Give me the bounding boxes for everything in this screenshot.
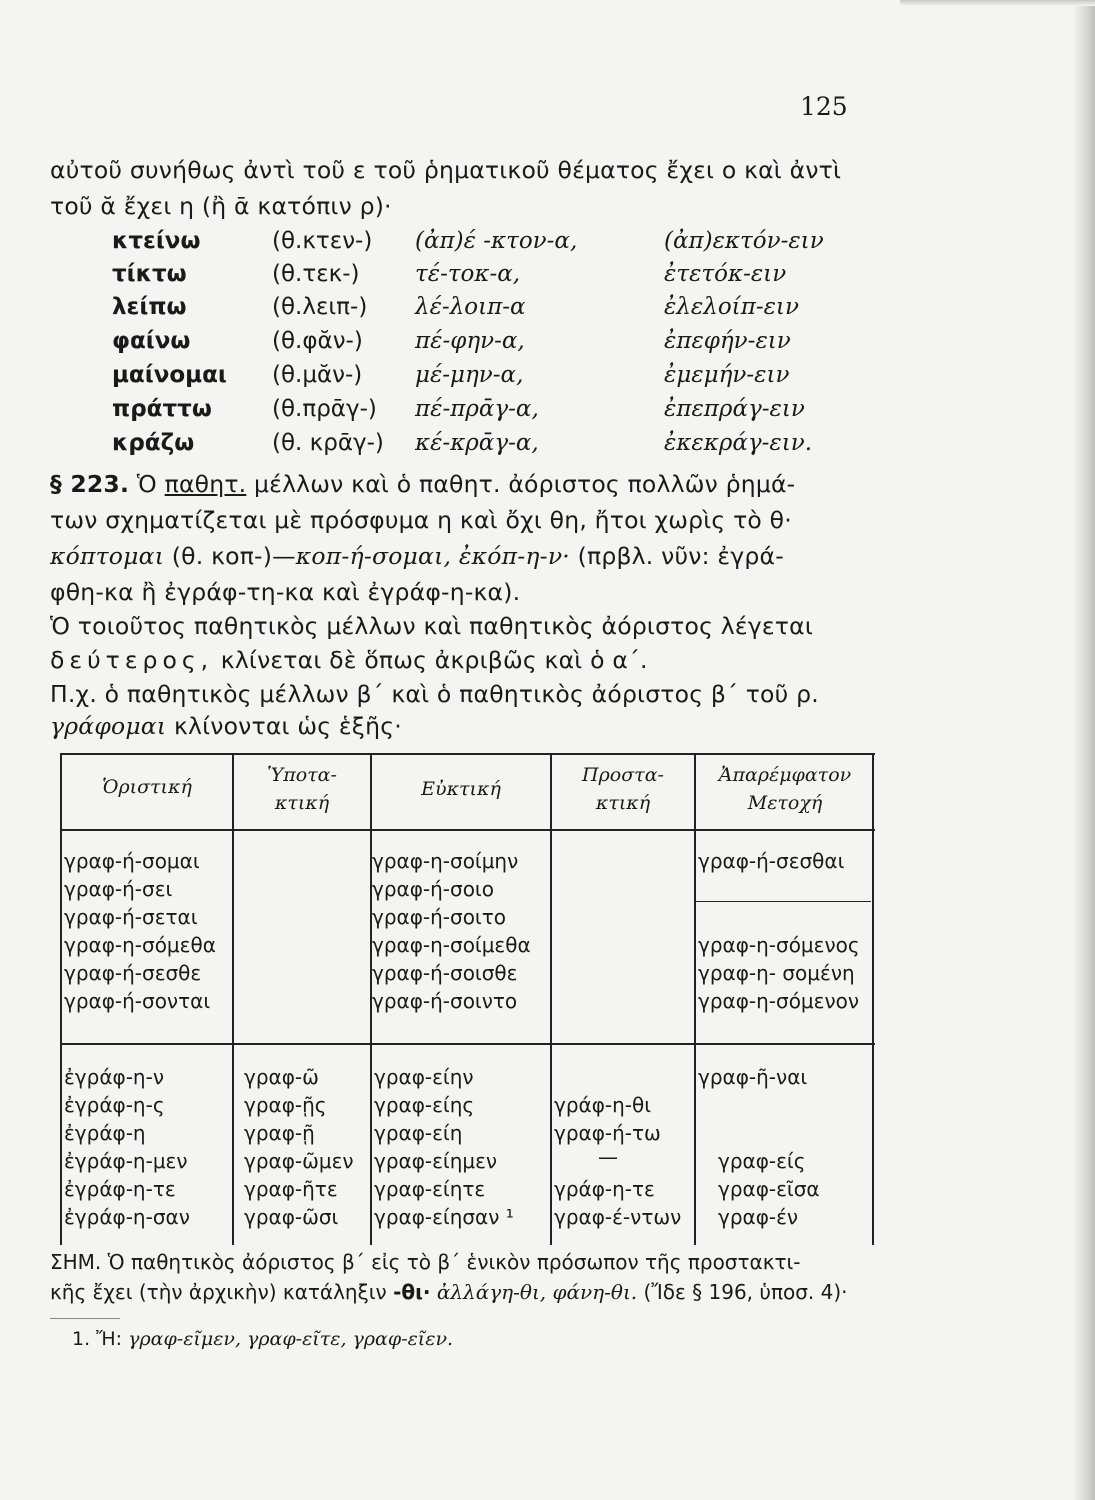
table-cell: γραφ-ή-σοιο bbox=[372, 877, 494, 901]
page-edge-shadow bbox=[1073, 0, 1095, 1500]
verb-perfect: πέ-φην-α, bbox=[415, 328, 525, 354]
table-cell: γραφ-ῇς bbox=[244, 1093, 327, 1117]
table-col-line bbox=[872, 753, 874, 1245]
verb: λείπω bbox=[112, 294, 187, 320]
note-line-1: ΣΗΜ. Ὁ παθητικὸς ἀόριστος β΄ εἰς τὸ β΄ ἑνικὸν πρόσωπον τῆς προστακτι- bbox=[50, 1250, 801, 1274]
table-cell: γραφ-είς bbox=[718, 1149, 806, 1173]
table-col-line bbox=[694, 753, 696, 1245]
paragraph-line bbox=[50, 542, 784, 570]
verb-theme: (θ.τεκ-) bbox=[272, 261, 360, 287]
table-cell: γραφ-ή-σονται bbox=[64, 989, 211, 1013]
footnote-rule bbox=[50, 1318, 120, 1319]
verb-pluperfect: ἐμεμήν-ειν bbox=[664, 362, 790, 388]
table-cell: γραφ-ή-σοιτο bbox=[372, 905, 506, 929]
text-span: παθητ. bbox=[164, 470, 247, 498]
header-participle: Μετοχή bbox=[747, 792, 823, 814]
note-line-2 bbox=[50, 1280, 848, 1304]
table-cell: ἐγράφ-η-τε bbox=[64, 1177, 176, 1201]
paragraph-line: φθη-κα ἢ ἐγράφ-τη-κα καὶ ἐγράφ-η-κα). bbox=[50, 578, 521, 606]
verb-perfect: (ἀπ)έ -κτον-α, bbox=[415, 228, 578, 254]
page-number: 125 bbox=[800, 92, 848, 121]
table-cell: γραφ-ῶμεν bbox=[244, 1149, 354, 1173]
verb-perfect: μέ-μην-α, bbox=[415, 362, 524, 388]
table-cell: γραφ-η- σομένη bbox=[698, 961, 855, 985]
text-span: κῆς ἔχει (τὴν ἀρχικὴν) κατάληξιν bbox=[50, 1280, 394, 1304]
text-span: (θ. κοπ-)— bbox=[164, 542, 296, 570]
text-span: κλίνεται δὲ ὅπως ἀκριβῶς καὶ ὁ α΄. bbox=[213, 646, 648, 674]
verb: φαίνω bbox=[112, 328, 191, 354]
table-cell: γραφ-είητε bbox=[374, 1177, 486, 1201]
intro-line-2: τοῦ ᾰ ἔχει η (ἢ ᾱ κατόπιν ρ)· bbox=[50, 192, 392, 220]
table-cell: γραφ-η-σόμενον bbox=[698, 989, 860, 1013]
verb-theme: (θ.λειπ-) bbox=[272, 294, 368, 320]
verb: κράζω bbox=[112, 430, 195, 456]
examples: ἀλλάγη-θι, φάνη-θι. bbox=[430, 1280, 638, 1304]
header-optative: Εὐκτική bbox=[421, 778, 501, 800]
table-cell: γραφ-ῆτε bbox=[244, 1177, 338, 1201]
table-cell: γραφ-η-σόμεθα bbox=[64, 933, 216, 957]
table-rule-inf bbox=[696, 901, 871, 902]
table-rule-top bbox=[60, 753, 875, 755]
table-cell: — bbox=[598, 1145, 618, 1169]
table-cell: γραφ-εῖσα bbox=[718, 1177, 820, 1201]
intro-line-1: αὐτοῦ συνήθως ἀντὶ τοῦ ε τοῦ ῥηματικοῦ θέματος ἔχει ο καὶ ἀντὶ bbox=[50, 156, 842, 184]
paragraph-line: Π.χ. ὁ παθητικὸς μέλλων β΄ καὶ ὁ παθητικὸς ἀόριστος β΄ τοῦ ρ. bbox=[50, 680, 819, 708]
verb-theme: (θ.πρᾱγ-) bbox=[272, 396, 377, 422]
verb-pluperfect: ἐτετόκ-ειν bbox=[664, 261, 787, 287]
paragraph-line bbox=[50, 646, 648, 674]
table-cell: γραφ-ῶσι bbox=[244, 1205, 339, 1229]
header-imperative-1: Προστα- bbox=[582, 764, 664, 786]
table-cell: γραφ-η-σόμενος bbox=[698, 933, 860, 957]
table-cell: γραφ-έ-ντων bbox=[554, 1205, 682, 1229]
table-cell: ἐγράφ-η-ς bbox=[64, 1093, 165, 1117]
table-cell: γραφ-ῆ-ναι bbox=[698, 1065, 808, 1089]
header-subjunctive-2: κτική bbox=[274, 792, 330, 814]
table-cell: ἐγράφ-η-μεν bbox=[64, 1149, 188, 1173]
table-cell: γράφ-η-τε bbox=[554, 1177, 655, 1201]
verb: τίκτω bbox=[112, 261, 187, 287]
table-cell: γραφ-είην bbox=[374, 1065, 474, 1089]
header-indicative: Ὁριστική bbox=[102, 776, 192, 798]
verb: πράττω bbox=[112, 396, 212, 422]
text-span: κλίνονται ὡς ἑξῆς· bbox=[166, 712, 402, 740]
table-cell: γραφ-η-σοίμεθα bbox=[372, 933, 531, 957]
table-cell: ἐγράφ-η-σαν bbox=[64, 1205, 190, 1229]
table-cell: γραφ-ή-σεσθαι bbox=[698, 849, 845, 873]
paragraph-line: των σχηματίζεται μὲ πρόσφυμα η καὶ ὄχι θη, ἤτοι χωρὶς τὸ θ· bbox=[50, 506, 792, 534]
table-rule-mid bbox=[60, 1043, 875, 1045]
text-span: (Ἴδε § 196, ὑποσ. 4)· bbox=[637, 1280, 848, 1304]
example-verb: γράφομαι bbox=[50, 712, 167, 740]
table-cell: γραφ-είης bbox=[374, 1093, 475, 1117]
table-rule-header bbox=[60, 829, 875, 831]
verb-theme: (θ.φᾰν-) bbox=[272, 328, 363, 354]
footnote-text: γραφ-εῖμεν, γραφ-εῖτε, γραφ-εῖεν. bbox=[128, 1328, 454, 1350]
verb-pluperfect: ἐπεφήν-ειν bbox=[664, 328, 791, 354]
footnote-number: 1. Ἤ: bbox=[72, 1328, 129, 1350]
text-span: μέλλων καὶ ὁ παθητ. ἀόριστος πολλῶν ῥημά- bbox=[246, 470, 796, 498]
header-imperative-2: κτική bbox=[595, 792, 651, 814]
verb-perfect: κέ-κρᾱγ-α, bbox=[415, 430, 539, 456]
table-col-line bbox=[60, 753, 62, 1245]
verb-theme: (θ.κτεν-) bbox=[272, 228, 373, 254]
paragraph-line bbox=[50, 712, 402, 740]
page-top-shadow bbox=[900, 0, 1095, 6]
footnote bbox=[72, 1328, 453, 1350]
header-subjunctive-1: Ὑποτα- bbox=[267, 764, 337, 786]
section-number: § 223. bbox=[50, 470, 130, 498]
conjugation-table bbox=[60, 753, 875, 1245]
table-col-line bbox=[232, 753, 234, 1245]
verb: κτείνω bbox=[112, 228, 201, 254]
text-span: (πρβλ. νῦν: ἐγρά- bbox=[569, 542, 784, 570]
verb-pluperfect: (ἀπ)εκτόν-ειν bbox=[664, 228, 824, 254]
table-cell: γραφ-ή-σοισθε bbox=[372, 961, 518, 985]
verb-perfect: λέ-λοιπ-α bbox=[415, 294, 526, 320]
table-col-line bbox=[550, 753, 552, 1245]
table-cell: γράφ-η-θι bbox=[554, 1093, 652, 1117]
table-cell: γραφ-ῶ bbox=[244, 1065, 319, 1089]
paragraph-line bbox=[50, 470, 795, 498]
header-infinitive: Ἀπαρέμφατον bbox=[718, 764, 852, 786]
table-cell: γραφ-είημεν bbox=[374, 1149, 498, 1173]
table-cell: γραφ-είησαν ¹ bbox=[374, 1205, 514, 1229]
verb-perfect: τέ-τοκ-α, bbox=[415, 261, 521, 287]
verb-pluperfect: ἐκεκράγ-ειν. bbox=[664, 430, 813, 456]
table-cell: γραφ-ή-σεσθε bbox=[64, 961, 202, 985]
ending: -θι· bbox=[393, 1280, 431, 1304]
verb-pluperfect: ἐπεπράγ-ειν bbox=[664, 396, 805, 422]
table-cell: γραφ-είη bbox=[374, 1121, 463, 1145]
table-cell: γραφ-ή-σομαι bbox=[64, 849, 200, 873]
example-verb: κόπτομαι bbox=[50, 542, 165, 570]
example-forms: κοπ-ή-σομαι, ἐκόπ-η-ν· bbox=[295, 542, 570, 570]
table-cell: ἐγράφ-η-ν bbox=[64, 1065, 164, 1089]
verb-theme: (θ.μᾰν-) bbox=[272, 362, 363, 388]
table-cell: γραφ-ή-σει bbox=[64, 877, 173, 901]
verb: μαίνομαι bbox=[112, 362, 227, 388]
table-cell: γραφ-ή-σοιντο bbox=[372, 989, 518, 1013]
verb-pluperfect: ἐλελοίπ-ειν bbox=[664, 294, 799, 320]
paragraph-line: Ὁ τοιοῦτος παθητικὸς μέλλων καὶ παθητικὸς ἀόριστος λέγεται bbox=[50, 612, 813, 640]
table-cell: γραφ-ῇ bbox=[244, 1121, 315, 1145]
table-cell: γραφ-έν bbox=[718, 1205, 799, 1229]
verb-theme: (θ. κρᾱγ-) bbox=[272, 430, 384, 456]
table-cell: ἐγράφ-η bbox=[64, 1121, 146, 1145]
text-span: Ὁ bbox=[129, 470, 165, 498]
table-cell: γραφ-ή-σεται bbox=[64, 905, 198, 929]
spaced-term: δεύτερος, bbox=[50, 646, 214, 674]
verb-perfect: πέ-πρᾱγ-α, bbox=[415, 396, 539, 422]
table-cell: γραφ-ή-τω bbox=[554, 1121, 661, 1145]
table-cell: γραφ-η-σοίμην bbox=[372, 849, 519, 873]
